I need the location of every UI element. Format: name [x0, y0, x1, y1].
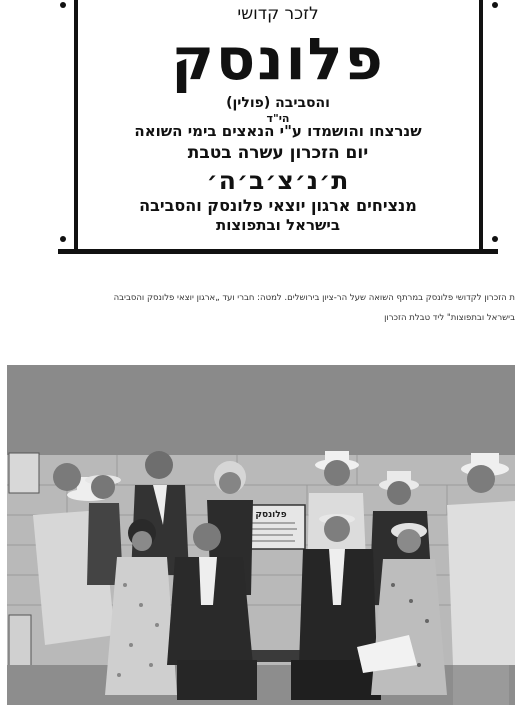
plaque-dedication: לזכר קדושי [237, 4, 319, 24]
plaque-frame-right [479, 0, 483, 250]
bolt-icon [492, 2, 498, 8]
photo-ceiling [7, 365, 515, 455]
plaque-frame-left [74, 0, 78, 250]
plaque-organization: מנציחים ארגון יוצאי פלונסק והסביבה [139, 196, 417, 215]
plaque-murdered-text: שנרצחו והושמדו ע"י הנאצים בימי השואה [134, 122, 422, 140]
wall-plaque [9, 453, 39, 493]
bolt-icon [60, 236, 66, 242]
bolt-icon [60, 2, 66, 8]
group-photograph [7, 365, 515, 705]
plaque-hyd: הי"ד [266, 112, 290, 125]
plaque-year: ת׳נ׳צ׳ב׳ה׳ [206, 166, 350, 195]
photo-scene [7, 365, 515, 705]
plaque-region: והסביבה (פולין) [226, 95, 330, 111]
small-plaque-title: פלונסק [255, 510, 287, 520]
memorial-plaque [58, 0, 498, 255]
bolt-icon [492, 236, 498, 242]
caption-line: ת הזכרון לקדושי פלונסק במרתף השואה שעל הר-ציון בירושלים. למטה: חברי ועד „ארגון יוצאי פלונסק והסביבה [113, 293, 515, 303]
plaque-memorial-day: יום הזכרון עשרה בטבת [187, 143, 369, 163]
plaque-town-name: פלונסק [171, 25, 385, 93]
caption-line: בישראל ובתפוצות" ליד טבלת הזכרון [384, 313, 515, 323]
plaque-frame-bottom [58, 249, 498, 254]
plaque-organization-location: בישראל ובתפוצות [216, 216, 340, 234]
